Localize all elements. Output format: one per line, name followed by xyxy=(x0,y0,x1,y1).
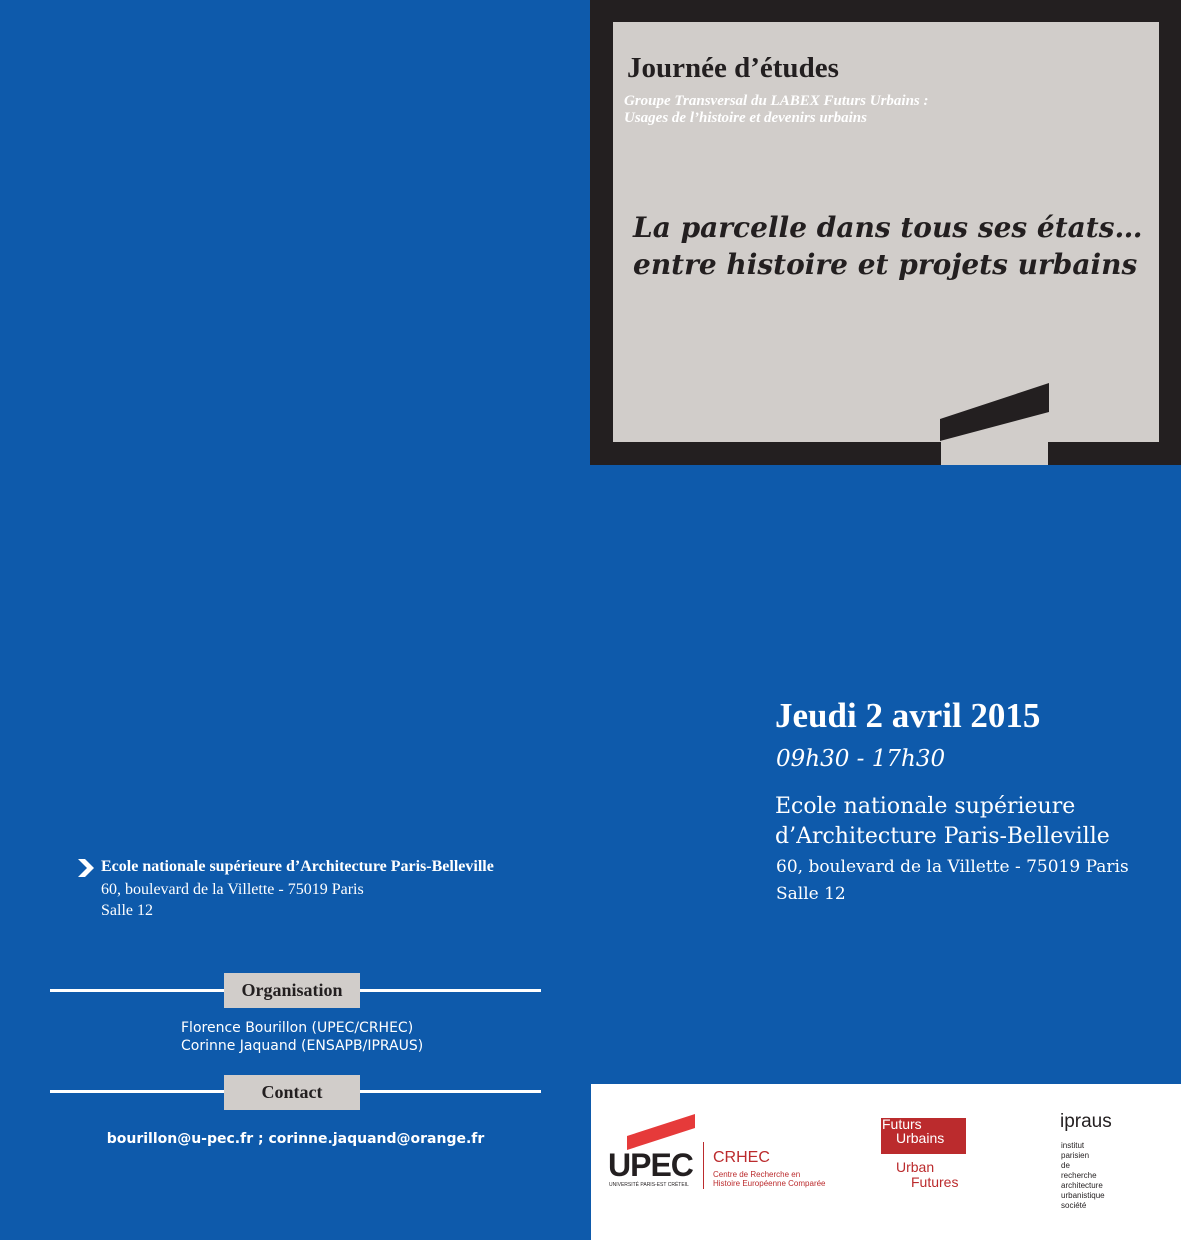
group-subtitle xyxy=(624,93,929,127)
logo-separator xyxy=(703,1142,704,1189)
ipraus-subtitle-line: parisien xyxy=(1061,1151,1090,1160)
event-venue-line: d’Architecture Paris-Belleville xyxy=(775,824,1110,849)
futurs-urbains-text xyxy=(882,1117,944,1145)
ipraus-subtitle xyxy=(1061,1141,1105,1211)
main-title xyxy=(633,209,1143,283)
event-venue xyxy=(775,792,1110,852)
main-title-line: La parcelle dans tous ses états… xyxy=(633,211,1143,244)
contact-label: Contact xyxy=(224,1075,360,1110)
organisers xyxy=(181,1019,423,1055)
upec-logo-stripe-icon xyxy=(627,1112,697,1152)
crhec-subtitle-line: Centre de Recherche en xyxy=(713,1170,801,1179)
event-hours: 09h30 - 17h30 xyxy=(776,746,946,772)
ipraus-subtitle-line: de xyxy=(1061,1161,1070,1170)
futurs-line: Futurs xyxy=(882,1116,922,1132)
ipraus-subtitle-line: société xyxy=(1061,1201,1087,1210)
urbains-line: Urbains xyxy=(896,1130,945,1146)
urban-line: Urban xyxy=(896,1159,935,1175)
location-room: Salle 12 xyxy=(101,902,153,919)
event-address xyxy=(776,854,1129,908)
ipraus-subtitle-line: institut xyxy=(1061,1141,1085,1150)
group-subtitle-line: Usages de l’histoire et devenirs urbains xyxy=(624,110,867,126)
location-address xyxy=(101,879,364,921)
group-subtitle-line: Groupe Transversal du LABEX Futurs Urbains : xyxy=(624,93,929,109)
urban-futures-text xyxy=(896,1160,958,1190)
organisation-label: Organisation xyxy=(224,973,360,1008)
upec-tagline: UNIVERSITÉ PARIS-EST CRÉTEIL xyxy=(609,1182,689,1188)
event-type-heading: Journée d’études xyxy=(627,52,839,84)
contact-emails[interactable]: bourillon@u-pec.fr ; corinne.jaquand@orange.fr xyxy=(106,1131,485,1147)
crhec-subtitle-line: Histoire Européenne Comparée xyxy=(713,1179,826,1188)
chevron-right-icon xyxy=(76,858,96,878)
organiser: Florence Bourillon (UPEC/CRHEC) xyxy=(181,1020,414,1036)
slanted-bar-decoration xyxy=(939,383,1051,443)
crhec-subtitle xyxy=(713,1170,826,1188)
main-title-line: entre histoire et projets urbains xyxy=(633,248,1138,281)
ipraus-logo: ipraus xyxy=(1060,1111,1112,1132)
location-venue: Ecole nationale supérieure d’Architecture Paris-Belleville xyxy=(101,858,494,875)
event-room: Salle 12 xyxy=(776,884,846,904)
panel-tab xyxy=(941,440,1048,465)
organiser: Corinne Jaquand (ENSAPB/IPRAUS) xyxy=(181,1038,424,1054)
event-address-line: 60, boulevard de la Villette - 75019 Paris xyxy=(776,857,1129,877)
ipraus-subtitle-line: architecture xyxy=(1061,1181,1103,1190)
event-date: Jeudi 2 avril 2015 xyxy=(775,696,1041,735)
event-venue-line: Ecole nationale supérieure xyxy=(775,794,1076,819)
ipraus-subtitle-line: recherche xyxy=(1061,1171,1097,1180)
futures-line: Futures xyxy=(911,1174,959,1190)
ipraus-subtitle-line: urbanistique xyxy=(1061,1191,1105,1200)
upec-logo: UPEC xyxy=(608,1147,693,1183)
crhec-logo: CRHEC xyxy=(713,1149,770,1166)
location-address-line: 60, boulevard de la Villette - 75019 Paris xyxy=(101,881,364,898)
